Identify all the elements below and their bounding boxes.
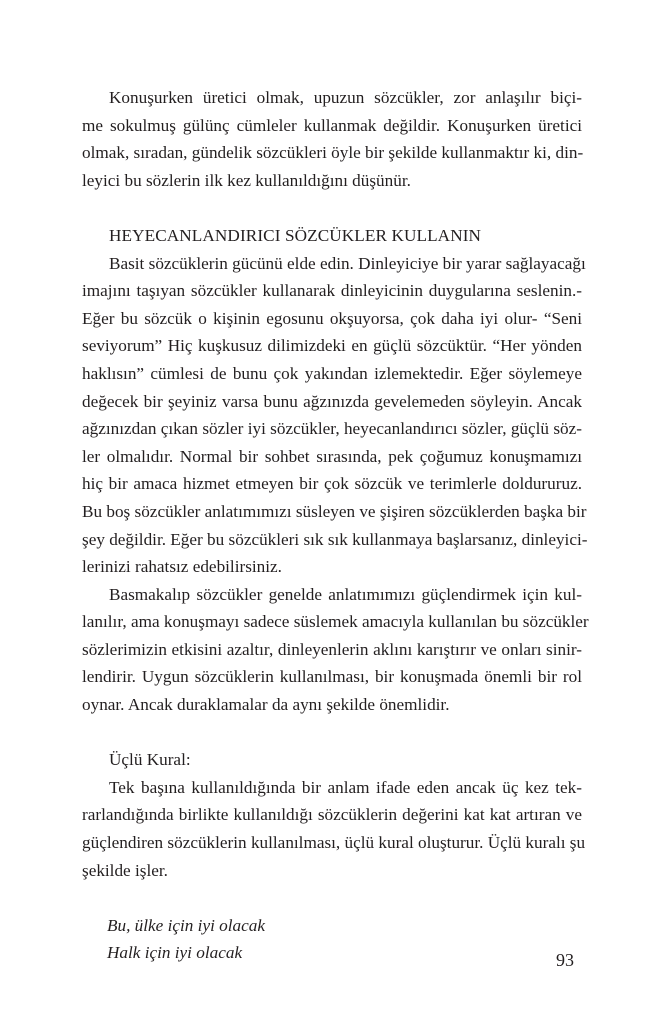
text-line: imajını taşıyan sözcükler kullanarak dinleyicinin duygularına seslenin.- [82, 281, 582, 301]
verse-line: Halk için iyi olacak [107, 943, 243, 963]
text-line: olmak, sıradan, gündelik sözcükleri öyle bir şekilde kullanmaktır ki, din- [82, 143, 584, 163]
text-line: Basmakalıp sözcükler genelde anlatımımızı güçlendirmek için kul- [109, 584, 582, 604]
page-body [82, 84, 589, 967]
paragraph-gap [82, 884, 582, 912]
text-line: lanılır, ama konuşmayı sadece süslemek amacıyla kullanılan bu sözcükler [82, 612, 589, 632]
text-line: Konuşurken üretici olmak, upuzun sözcükler, zor anlaşılır biçi- [109, 88, 582, 107]
text-line: Basit sözcüklerin gücünü elde edin. Dinleyiciye bir yarar sağlayacağı [109, 253, 586, 273]
text-line: lerinizi rahatsız edebilirsiniz. [82, 557, 282, 577]
text-line: değecek bir şeyiniz varsa bunu ağzınızda gevelemeden söyleyin. Ancak [82, 391, 582, 411]
text-line: lendirir. Uygun sözcüklerin kullanılması, bir konuşmada önemli bir rol [82, 667, 582, 687]
text-line: haklısın” cümlesi de bunu çok yakından izlemektedir. Eğer söylemeye [82, 363, 582, 383]
verse-example [82, 912, 582, 967]
page-number: 93 [556, 950, 574, 970]
subheading-rule-of-three: Üçlü Kural: [109, 750, 191, 770]
paragraph-exciting-words [82, 250, 588, 581]
text-line: rarlandığında birlikte kullanıldığı sözcüklerin değerini kat kat artıran ve [82, 805, 582, 825]
paragraph-rule-of-three [82, 774, 586, 884]
text-line: sözlerimizin etkisini azaltır, dinleyenlerin aklını karıştırır ve onları sinir- [82, 639, 582, 659]
text-line: şey değildir. Eğer bu sözcükleri sık sık kullanmaya başlarsanız, dinleyici- [82, 529, 588, 549]
text-line: ler olmalıdır. Normal bir sohbet sırasında, pek çoğumuz konuşmamızı [82, 446, 582, 466]
text-line: Bu boş sözcükler anlatımımızı süsleyen ve şişiren sözcüklerden başka bir [82, 501, 587, 521]
paragraph-gap [82, 194, 582, 222]
text-line: Eğer bu sözcük o kişinin egosunu okşuyorsa, çok daha iyi olur- “Seni [82, 308, 582, 328]
paragraph-cliches [82, 581, 589, 719]
section-heading: HEYECANLANDIRICI SÖZCÜKLER KULLANIN [109, 225, 482, 245]
text-line: me sokulmuş gülünç cümleler kullanmak değildir. Konuşurken üretici [82, 115, 582, 135]
text-line: ağzınızdan çıkan sözler iyi sözcükler, heyecanlandırıcı sözler, güçlü söz- [82, 419, 582, 439]
text-line: leyici bu sözlerin ilk kez kullanıldığını düşünür. [82, 170, 411, 190]
text-line: oynar. Ancak duraklamalar da aynı şekilde önemlidir. [82, 695, 450, 715]
text-line: seviyorum” Hiç kuşkusuz dilimizdeki en güçlü sözcüktür. “Her yönden [82, 336, 582, 356]
verse-line: Bu, ülke için iyi olacak [107, 915, 265, 935]
text-line: Tek başına kullanıldığında bir anlam ifade eden ancak üç kez tek- [109, 777, 582, 797]
paragraph-gap [82, 719, 582, 747]
paragraph-productive-speaking [82, 84, 582, 194]
text-line: şekilde işler. [82, 860, 168, 880]
text-line: güçlendiren sözcüklerin kullanılması, üçlü kural oluşturur. Üçlü kuralı şu [82, 833, 586, 853]
text-line: hiç bir amaca hizmet etmeyen bir çok sözcük ve terimlerle doldururuz. [82, 474, 582, 494]
